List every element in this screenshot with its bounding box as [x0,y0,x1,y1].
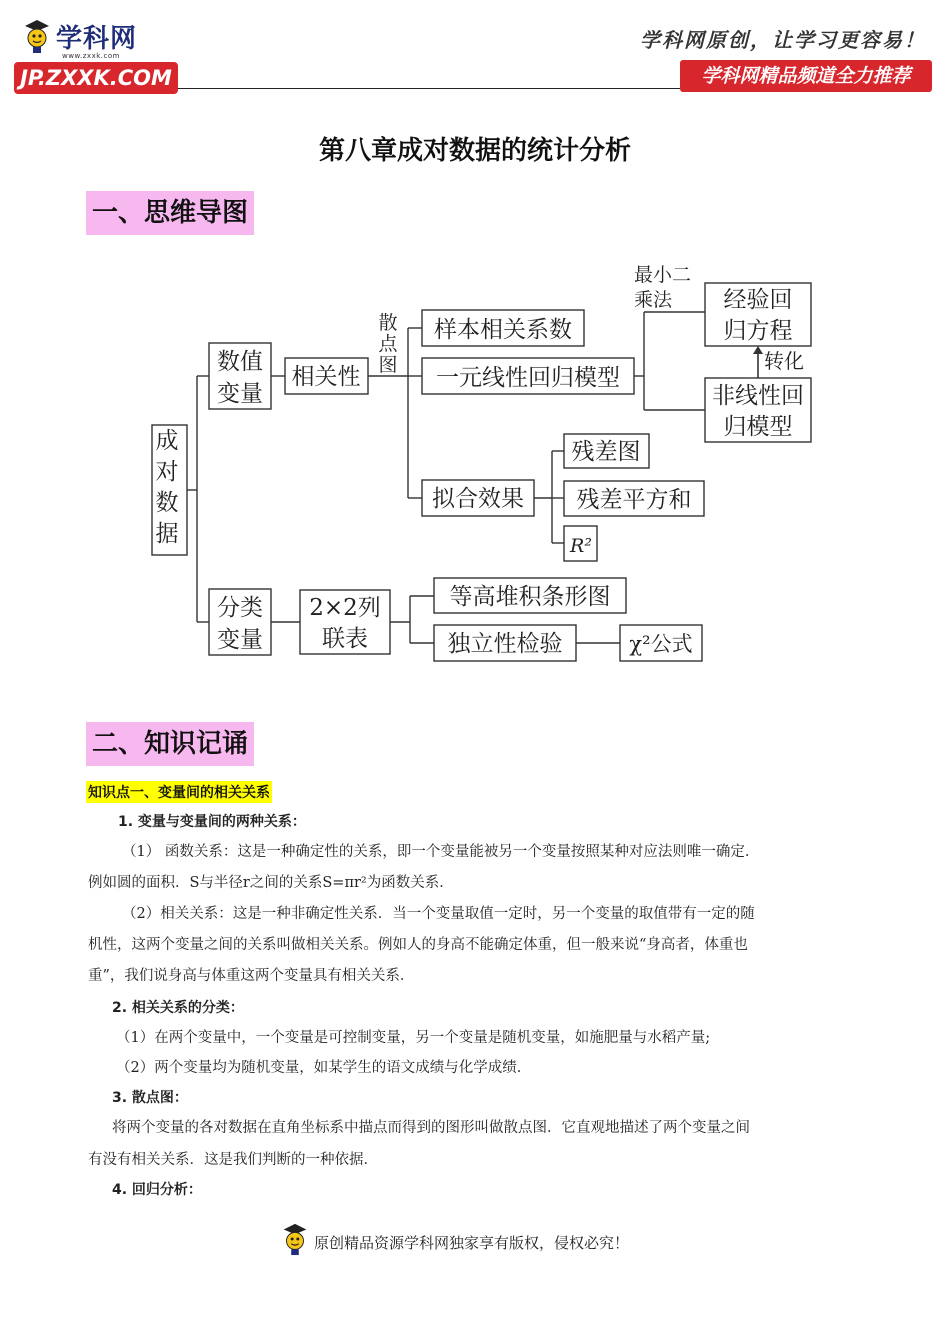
label-sample-corr: 样本相关系数 [434,317,572,343]
label-categorical-1: 分类 [217,595,263,621]
label-numeric-2: 变量 [217,381,263,407]
mascot-icon [22,18,52,54]
item1-para1-line2: 例如圆的面积．S与半径r之间的关系S=πr²为函数关系． [88,875,454,891]
label-empirical-2: 归方程 [723,318,793,344]
label-root: 成对数据 [155,428,185,547]
label-fit-effect: 拟合效果 [432,486,524,512]
label-scatter-3: 图 [378,354,398,376]
label-linear-model: 一元线性回归模型 [436,365,620,391]
item1-para1-line1: （1） 函数关系：这是一种确定性的关系，即一个变量能被另一个变量按照某种对应法则唯一确定． [122,844,760,860]
item1-para2-line2: 机性，这两个变量之间的关系叫做相关关系。例如人的身高不能确定体重，但一般来说“身高者，体重也 [88,937,748,953]
slogan: 学科网原创，让学习更容易！ [640,28,926,52]
jp-badge[interactable]: JP.ZXXK.COM [14,62,178,94]
label-scatter-1: 散 [378,312,398,334]
item1-para2-line1: （2）相关关系：这是一种非确定性关系．当一个变量取值一定时，另一个变量的取值带有一定的随 [122,906,755,922]
label-r-squared: R² [570,535,592,557]
label-numeric-1: 数值 [217,349,263,375]
mind-map [0,250,950,680]
label-transform: 转化 [764,349,804,373]
item1-title: 1. 变量与变量间的两种关系： [118,814,306,830]
label-correlation: 相关性 [291,364,361,390]
item3-line2: 有没有相关关系．这是我们判断的一种依据． [88,1152,378,1168]
knowledge-point-title: 知识点一、变量间的相关关系 [86,781,272,803]
section-heading-mindmap: 一、思维导图 [86,191,254,235]
section-heading-knowledge: 二、知识记诵 [86,722,254,766]
recommend-banner[interactable]: 学科网精品频道全力推荐 [680,60,932,92]
item4-title: 4. 回归分析： [112,1182,202,1198]
label-least-sq-2: 乘法 [634,289,673,311]
label-independence: 独立性检验 [447,631,563,657]
label-nonlinear-2: 归模型 [723,414,793,440]
item3-line1: 将两个变量的各对数据在直角坐标系中描点而得到的图形叫做散点图．它直观地描述了两个变量之间 [112,1120,750,1136]
mascot-icon [280,1222,310,1256]
label-residual-plot: 残差图 [571,439,641,465]
label-categorical-2: 变量 [217,627,263,653]
label-contingency-2: 联表 [322,626,368,652]
label-nonlinear-1: 非线性回 [712,383,804,409]
footer-copyright: 原创精品资源学科网独家享有版权，侵权必究！ [314,1234,630,1252]
item2-title: 2. 相关关系的分类： [112,1000,244,1016]
label-residual-ss: 残差平方和 [576,487,692,513]
label-contingency-1: 2×2列 [309,595,381,621]
label-least-sq-1: 最小二 [634,264,692,286]
brand-logo-text: 学科网 [56,24,138,54]
label-stacked-bar: 等高堆积条形图 [449,584,611,610]
item1-para2-line3: 重”，我们说身高与体重这两个变量具有相关关系． [88,968,415,984]
label-chi-square: χ²公式 [629,632,693,656]
page-title: 第八章成对数据的统计分析 [318,136,631,166]
item2-line2: （2）两个变量均为随机变量，如某学生的语文成绩与化学成绩． [116,1060,532,1076]
brand-url: www.zxxk.com [62,52,120,60]
label-scatter-2: 点 [378,333,398,355]
label-empirical-1: 经验回 [723,287,793,313]
item3-title: 3. 散点图： [112,1090,188,1106]
item2-line1: （1）在两个变量中，一个变量是可控制变量，另一个变量是随机变量，如施肥量与水稻产量; [116,1030,711,1046]
